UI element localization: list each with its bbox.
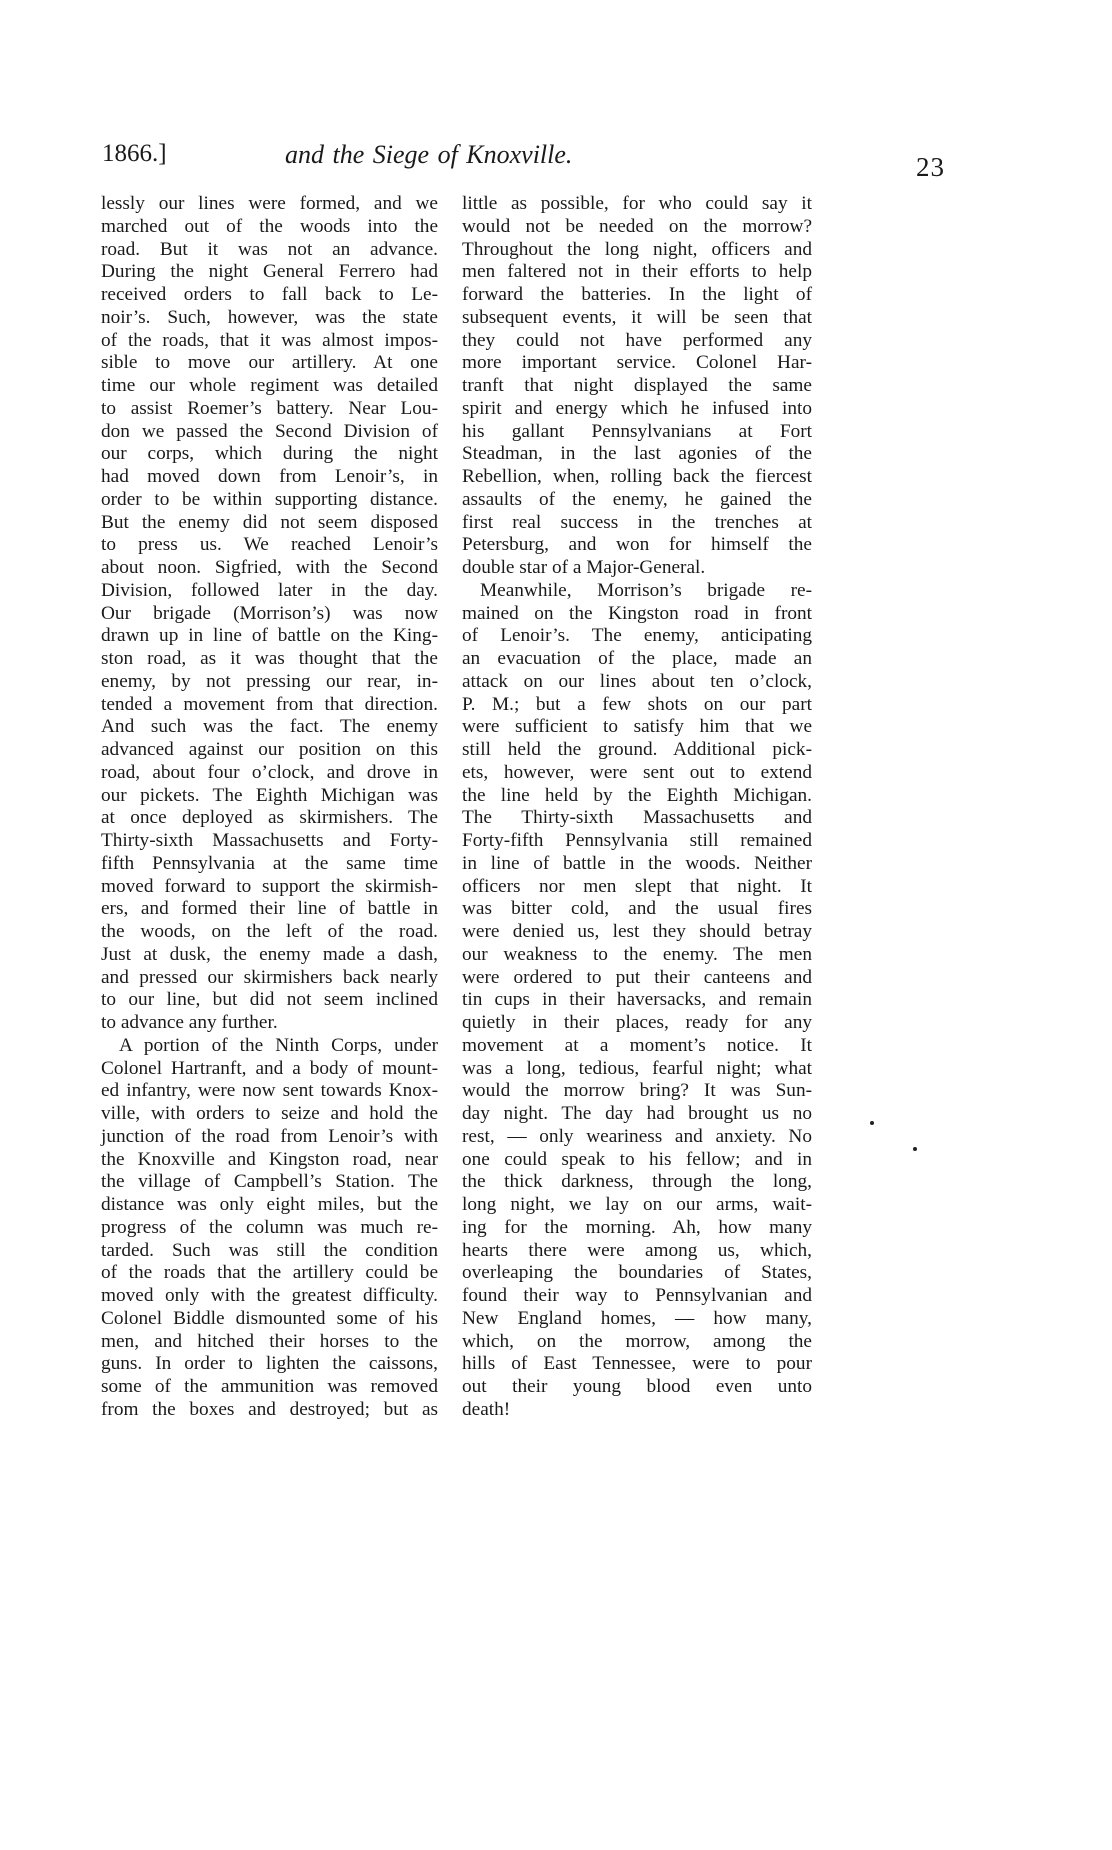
text-line: which, on the morrow, among the <box>462 1330 812 1352</box>
text-line: Forty-fifth Pennsylvania still remained <box>462 830 812 851</box>
text-line: But the enemy did not seem disposed <box>101 511 438 533</box>
text-line: road, about four o’clock, and drove in <box>101 761 438 783</box>
text-line: in line of battle in the woods. Neither <box>462 852 812 874</box>
text-line: assaults of the enemy, he gained the <box>462 488 812 510</box>
text-line: ville, with orders to seize and hold the <box>101 1103 438 1124</box>
text-line: marched out of the woods into the <box>101 215 438 237</box>
text-line: to press us. We reached Lenoir’s <box>101 534 438 556</box>
text-line: progress of the column was much re- <box>101 1216 438 1238</box>
text-line: forward the batteries. In the light of <box>462 284 812 305</box>
text-line: of the roads, that it was almost impos- <box>101 329 438 351</box>
page-number: 23 <box>916 152 945 182</box>
text-line: guns. In order to lighten the caissons, <box>101 1353 438 1375</box>
scan-speck <box>913 1147 917 1151</box>
text-line: drawn up in line of battle on the King- <box>101 625 438 647</box>
text-line: men, and hitched their horses to the <box>101 1330 438 1352</box>
text-line: officers nor men slept that night. It <box>462 875 812 897</box>
text-line: New England homes, — how many, <box>462 1307 812 1329</box>
text-line: the woods, on the left of the road. <box>101 921 438 942</box>
text-line: day night. The day had brought us no <box>462 1103 812 1124</box>
text-line: Petersburg, and won for himself the <box>462 534 812 556</box>
running-head-year: 1866.] <box>102 140 167 167</box>
text-line: hills of East Tennessee, were to pour <box>462 1353 812 1375</box>
text-line: ed infantry, were now sent towards Knox- <box>101 1080 438 1102</box>
text-line: death! <box>462 1398 511 1420</box>
text-line: double star of a Major-General. <box>462 557 706 578</box>
text-line: subsequent events, it will be seen that <box>462 306 812 328</box>
text-line: were sufficient to satisfy him that we <box>462 716 812 738</box>
text-line: tarded. Such was still the condition <box>101 1239 438 1261</box>
running-head-title: and the Siege of Knoxville. <box>285 140 573 169</box>
text-line: ets, however, were sent out to extend <box>462 761 812 783</box>
text-line: was a long, tedious, fearful night; what <box>462 1057 812 1079</box>
text-column-left <box>101 193 438 1422</box>
text-line: overleaping the boundaries of States, <box>462 1262 812 1284</box>
text-line: tranft that night displayed the same <box>462 375 812 396</box>
text-line: men faltered not in their efforts to help <box>462 261 812 283</box>
text-line: the Knoxville and Kingston road, near <box>101 1148 438 1170</box>
text-line: attack on our lines about ten o’clock, <box>462 670 812 692</box>
text-line: our corps, which during the night <box>101 443 438 465</box>
text-line: During the night General Ferrero had <box>101 261 438 283</box>
text-line: junction of the road from Lenoir’s with <box>101 1125 438 1147</box>
text-line: were ordered to put their canteens and <box>462 966 812 988</box>
text-line: to assist Roemer’s battery. Near Lou- <box>101 397 438 419</box>
text-line: of the roads that the artillery could be <box>101 1262 438 1284</box>
text-line: were denied us, lest they should betray <box>462 921 812 942</box>
text-line: time our whole regiment was detailed <box>101 375 438 396</box>
text-line: was bitter cold, and the usual fires <box>462 898 812 920</box>
text-column-right <box>462 193 812 1422</box>
text-line: ing for the morning. Ah, how many <box>462 1216 812 1238</box>
text-line: quietly in their places, ready for any <box>462 1012 812 1033</box>
text-line: long night, we lay on our arms, wait- <box>462 1194 812 1215</box>
text-line: first real success in the trenches at <box>462 511 812 533</box>
text-line: received orders to fall back to Le- <box>101 284 438 305</box>
text-line: Division, followed later in the day. <box>101 579 438 601</box>
text-line: Meanwhile, Morrison’s brigade re- <box>480 579 812 601</box>
text-line: order to be within supporting distance. <box>101 488 438 510</box>
text-line: sible to move our artillery. At one <box>101 352 438 374</box>
text-line: his gallant Pennsylvanians at Fort <box>462 420 812 442</box>
text-line: Throughout the long night, officers and <box>462 238 812 260</box>
text-line: they could not have performed any <box>462 329 812 351</box>
text-line: one could speak to his fellow; and in <box>462 1148 812 1170</box>
text-line: Thirty-sixth Massachusetts and Forty- <box>101 830 438 851</box>
text-line: tended a movement from that direction. <box>101 693 438 715</box>
text-line: noir’s. Such, however, was the state <box>101 306 438 328</box>
text-line: still held the ground. Additional pick- <box>462 739 812 760</box>
text-line: from the boxes and destroyed; but as <box>101 1398 438 1420</box>
text-line: to our line, but did not seem inclined <box>101 989 438 1011</box>
text-line: A portion of the Ninth Corps, under <box>119 1034 438 1056</box>
text-line: had moved down from Lenoir’s, in <box>101 466 438 487</box>
text-line: to advance any further. <box>101 1012 278 1033</box>
text-line: found their way to Pennsylvanian and <box>462 1285 812 1306</box>
text-line: Our brigade (Morrison’s) was now <box>101 602 438 624</box>
text-line: about noon. Sigfried, with the Second <box>101 557 438 578</box>
text-line: fifth Pennsylvania at the same time <box>101 852 438 874</box>
text-line: would not be needed on the morrow? <box>462 215 812 237</box>
text-line: our pickets. The Eighth Michigan was <box>101 784 438 806</box>
text-line: rest, — only weariness and anxiety. No <box>462 1125 812 1147</box>
text-line: Colonel Hartranft, and a body of mount- <box>101 1057 438 1079</box>
text-line: more important service. Colonel Har- <box>462 352 812 374</box>
text-line: distance was only eight miles, but the <box>101 1194 438 1215</box>
text-line: movement at a moment’s notice. It <box>462 1034 812 1056</box>
text-line: some of the ammunition was removed <box>101 1376 438 1397</box>
text-line: advanced against our position on this <box>101 739 438 760</box>
text-line: Steadman, in the last agonies of the <box>462 443 812 465</box>
scan-speck <box>870 1121 874 1125</box>
text-line: the thick darkness, through the long, <box>462 1171 812 1193</box>
text-line: ston road, as it was thought that the <box>101 648 438 669</box>
text-line: hearts there were among us, which, <box>462 1239 812 1261</box>
text-line: little as possible, for who could say it <box>462 193 812 214</box>
text-line: our weakness to the enemy. The men <box>462 943 812 965</box>
text-line: lessly our lines were formed, and we <box>101 193 438 214</box>
text-line: moved forward to support the skirmish- <box>101 875 438 897</box>
text-line: an evacuation of the place, made an <box>462 648 812 669</box>
text-line: the village of Campbell’s Station. The <box>101 1171 438 1193</box>
text-line: spirit and energy which he infused into <box>462 397 812 419</box>
text-line: Rebellion, when, rolling back the fiercest <box>462 466 812 487</box>
text-line: the line held by the Eighth Michigan. <box>462 784 812 806</box>
text-line: tin cups in their haversacks, and remain <box>462 989 812 1011</box>
text-line: don we passed the Second Division of <box>101 420 438 442</box>
text-line: and pressed our skirmishers back nearly <box>101 966 438 988</box>
text-line: Colonel Biddle dismounted some of his <box>101 1307 438 1329</box>
text-line: at once deployed as skirmishers. The <box>101 807 438 829</box>
text-line: mained on the Kingston road in front <box>462 602 812 624</box>
text-line: out their young blood even unto <box>462 1376 812 1397</box>
text-line: And such was the fact. The enemy <box>101 716 438 738</box>
text-line: Just at dusk, the enemy made a dash, <box>101 943 438 965</box>
text-line: The Thirty-sixth Massachusetts and <box>462 807 812 829</box>
text-line: enemy, by not pressing our rear, in- <box>101 670 438 692</box>
text-line: ers, and formed their line of battle in <box>101 898 438 920</box>
text-line: P. M.; but a few shots on our part <box>462 693 812 715</box>
text-line: would the morrow bring? It was Sun- <box>462 1080 812 1102</box>
text-line: moved only with the greatest difficulty. <box>101 1285 438 1306</box>
text-line: road. But it was not an advance. <box>101 238 438 260</box>
text-line: of Lenoir’s. The enemy, anticipating <box>462 625 812 647</box>
